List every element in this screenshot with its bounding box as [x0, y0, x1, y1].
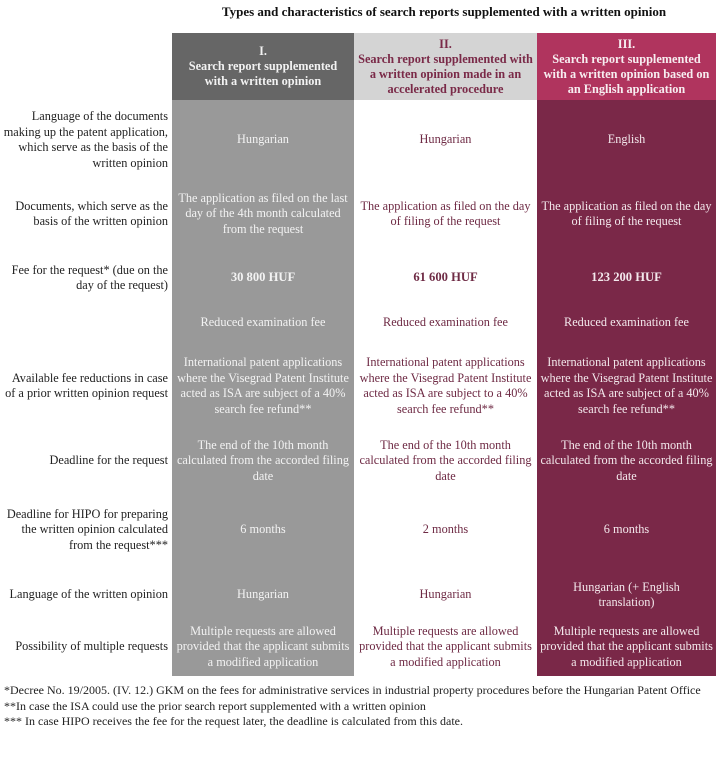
row-label: Deadline for the request — [0, 434, 168, 488]
column-heading: Search report supplemented with a written opinion made in an accelerated procedure — [358, 52, 534, 97]
table-cell: International patent applications where the Visegrad Patent Institute acted as ISA are subject of a 40% search fee refund** — [537, 338, 716, 434]
row-label — [0, 308, 168, 338]
table-cell: Reduced examination fee — [172, 308, 354, 338]
table-cell: The end of the 10th month calculated from the accorded filing date — [354, 434, 537, 488]
column-header — [354, 33, 537, 100]
table-cell: The end of the 10th month calculated from the accorded filing date — [172, 434, 354, 488]
row-label: Language of the documents making up the patent application, which serve as the basis of the written opinion — [0, 100, 168, 180]
table-cell: The end of the 10th month calculated from the accorded filing date — [537, 434, 716, 488]
table-cell: Hungarian — [172, 100, 354, 180]
row-label: Fee for the request* (due on the day of the request) — [0, 248, 168, 308]
footnote: *Decree No. 19/2005. (IV. 12.) GKM on the fees for administrative services in industrial property procedures before the Hungarian Patent Office — [4, 683, 716, 699]
column-numeral: I. — [259, 44, 267, 59]
table-cell: International patent applications where the Visegrad Patent Institute acted as ISA are subject of a 40% search fee refund** — [172, 338, 354, 434]
table-cell: Reduced examination fee — [354, 308, 537, 338]
row-label: Available fee reductions in case of a prior written opinion request — [0, 338, 168, 434]
row-label: Deadline for HIPO for preparing the written opinion calculated from the request*** — [0, 488, 168, 572]
table-cell: Hungarian — [172, 572, 354, 618]
table-cell: International patent applications where the Visegrad Patent Institute acted as ISA are subject to a 40% search fee refund** — [354, 338, 537, 434]
row-label: Possibility of multiple requests — [0, 618, 168, 676]
fee-cell: 61 600 HUF — [354, 248, 537, 308]
column-header — [172, 33, 354, 100]
table-cell: Multiple requests are allowed provided that the applicant submits a modified application — [537, 618, 716, 676]
fee-cell: 30 800 HUF — [172, 248, 354, 308]
column-type-ii — [354, 33, 537, 100]
column-body — [172, 100, 354, 676]
table-cell: 6 months — [172, 488, 354, 572]
document-title: Types and characteristics of search reports supplemented with a written opinion — [172, 4, 716, 20]
table-cell: English — [537, 100, 716, 180]
column-type-iii — [537, 33, 716, 100]
footnote: *** In case HIPO receives the fee for the request later, the deadline is calculated from this date. — [4, 714, 716, 730]
table-cell: The application as filed on the day of filing of the request — [537, 180, 716, 248]
row-label: Language of the written opinion — [0, 572, 168, 618]
column-heading: Search report supplemented with a written opinion based on an English application — [541, 52, 713, 97]
column-heading: Search report supplemented with a written opinion — [183, 59, 343, 89]
table-cell: Multiple requests are allowed provided that the applicant submits a modified application — [354, 618, 537, 676]
footnote: **In case the ISA could use the prior search report supplemented with a written opinion — [4, 699, 716, 715]
fee-cell: 123 200 HUF — [537, 248, 716, 308]
table-cell: Hungarian — [354, 572, 537, 618]
row-labels — [0, 100, 172, 676]
column-numeral: II. — [439, 37, 452, 52]
table-cell: The application as filed on the day of filing of the request — [354, 180, 537, 248]
table-cell: 2 months — [354, 488, 537, 572]
column-type-i — [172, 33, 354, 100]
column-numeral: III. — [618, 37, 635, 52]
table-cell: The application as filed on the last day of the 4th month calculated from the request — [172, 180, 354, 248]
table-cell: Hungarian (+ English translation) — [537, 572, 716, 618]
column-header — [537, 33, 716, 100]
table-cell: Multiple requests are allowed provided that the applicant submits a modified application — [172, 618, 354, 676]
table-cell: Reduced examination fee — [537, 308, 716, 338]
column-body — [354, 100, 537, 676]
column-body — [537, 100, 716, 676]
row-label: Documents, which serve as the basis of the written opinion — [0, 180, 168, 248]
table-cell: Hungarian — [354, 100, 537, 180]
footnotes — [4, 683, 716, 730]
table-cell: 6 months — [537, 488, 716, 572]
